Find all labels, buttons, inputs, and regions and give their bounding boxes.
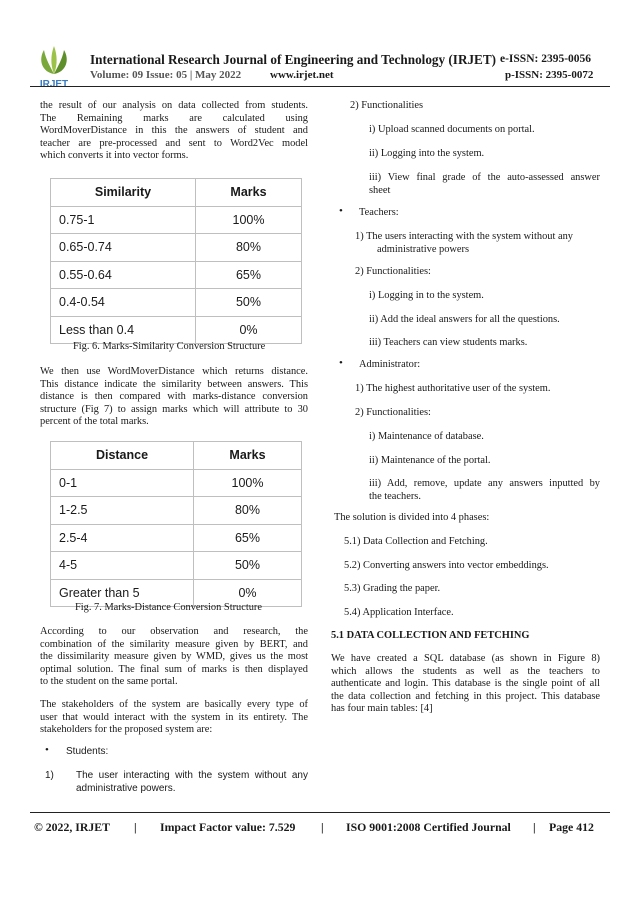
bullet-icon: • [339,205,343,217]
table-row: 1-2.5 80% [51,497,302,525]
functionality-item: i) Maintenance of database. [369,431,484,442]
functionalities-heading: 2) Functionalities [350,100,424,111]
table-header-row [51,442,302,470]
table-header: Marks [196,179,302,207]
bullet-icon: • [339,357,343,369]
website-link[interactable]: www.irjet.net [270,69,334,81]
left-para-3: According to our observation and research, the combination of the similarity measure given by BERT, and the dissimilarity measure given by WMD, gives us the most optimal solution. The final sum of marks is then displayed to the student on the same portal. [40,626,308,687]
administrator-label: Administrator: [359,359,421,370]
left-para-4: The stakeholders of the system are basically every type of user that would interact with the system in its entirety. The stakeholders for the proposed system are: [40,699,308,735]
fig6-caption: Fig. 6. Marks-Similarity Conversion Structure [73,341,266,352]
table-row: 4-5 50% [51,552,302,580]
svg-text:IRJET: IRJET [39,79,69,90]
phases-intro: The solution is divided into 4 phases: [334,512,490,523]
footer-page-number: Page 412 [549,820,594,834]
p-issn: p-ISSN: 2395-0072 [505,69,594,81]
table-header: Marks [194,442,302,470]
functionality-item: i) Upload scanned documents on portal. [369,124,535,135]
admin-item-2: 2) Functionalities: [355,407,431,418]
marks-distance-table [50,441,302,607]
table-row: 0-1 100% [51,469,302,497]
section-paragraph: We have created a SQL database (as shown in Figure 8) which allows the students as well as the teachers to authenticate and login. This database is the single point of all the data collection and fetching in this project. This database has four main tables: [4] [331,653,600,714]
footer-iso: ISO 9001:2008 Certified Journal [346,820,511,834]
admin-item-1: 1) The highest authoritative user of the system. [355,383,551,394]
footer-separator: | [321,820,324,834]
phase-item: 5.2) Converting answers into vector embeddings. [344,560,549,571]
teachers-label: Teachers: [359,207,399,218]
table-header: Distance [51,442,194,470]
table-row: 0.75-1 100% [51,206,302,234]
header-rule [30,86,610,87]
students-item-1-number: 1) [45,770,54,781]
functionality-item: i) Logging in to the system. [369,290,484,301]
table-row: 2.5-4 65% [51,524,302,552]
marks-similarity-table [50,178,302,344]
phase-item: 5.1) Data Collection and Fetching. [344,536,488,547]
functionality-item: ii) Maintenance of the portal. [369,455,491,466]
students-label: Students: [66,746,109,757]
phase-item: 5.4) Application Interface. [344,607,454,618]
functionality-item: iii) View final grade of the auto-assessed answer sheet [369,172,600,196]
functionality-item: ii) Logging into the system. [369,148,485,159]
functionality-item: iii) Teachers can view students marks. [369,337,528,348]
teachers-item-2: 2) Functionalities: [355,266,431,277]
volume-info: Volume: 09 Issue: 05 | May 2022 [90,69,242,81]
footer-copyright: © 2022, IRJET [34,820,110,834]
footer-separator: | [134,820,137,834]
e-issn: e-ISSN: 2395-0056 [500,53,592,65]
fig7-caption: Fig. 7. Marks-Distance Conversion Structure [75,602,263,613]
functionality-item: iii) Add, remove, update any answers inputted by the teachers. [369,478,600,502]
footer-rule [30,812,610,813]
footer-separator: | [533,820,536,834]
left-para-2: We then use WordMoverDistance which returns distance. This distance indicate the similarity between answers. This distance is then compared with marks-distance conversion structure (Fig 7) to assign marks which will attribute to 30 percent of the total marks. [40,366,308,427]
table-row: 0.4-0.54 50% [51,289,302,317]
functionality-item: ii) Add the ideal answers for all the questions. [369,314,560,325]
table-row: 0.55-0.64 65% [51,261,302,289]
left-para-1: the result of our analysis on data collected from students. The Remaining marks are calculated using WordMoverDistance in this the answers of student and teacher are pre-processed and sent to Word2Vec model which converts it into vector forms. [40,100,308,161]
bullet-icon: • [45,744,49,756]
section-heading: 5.1 DATA COLLECTION AND FETCHING [331,630,530,641]
teachers-item-1: 1) The users interacting with the system without any administrative powers [355,231,573,255]
journal-title: International Research Journal of Engineering and Technology (IRJET) [90,52,497,67]
table-header: Similarity [51,179,196,207]
table-row: Greater than 5 0% [51,579,302,607]
students-item-1: The user interacting with the system without any administrative powers. [76,770,308,794]
table-header-row [51,179,302,207]
table-row: Less than 0.4 0% [51,316,302,344]
footer-impact-factor: Impact Factor value: 7.529 [160,820,296,834]
phase-item: 5.3) Grading the paper. [344,583,441,594]
table-row: 0.65-0.74 80% [51,234,302,262]
irjet-logo [34,44,74,90]
